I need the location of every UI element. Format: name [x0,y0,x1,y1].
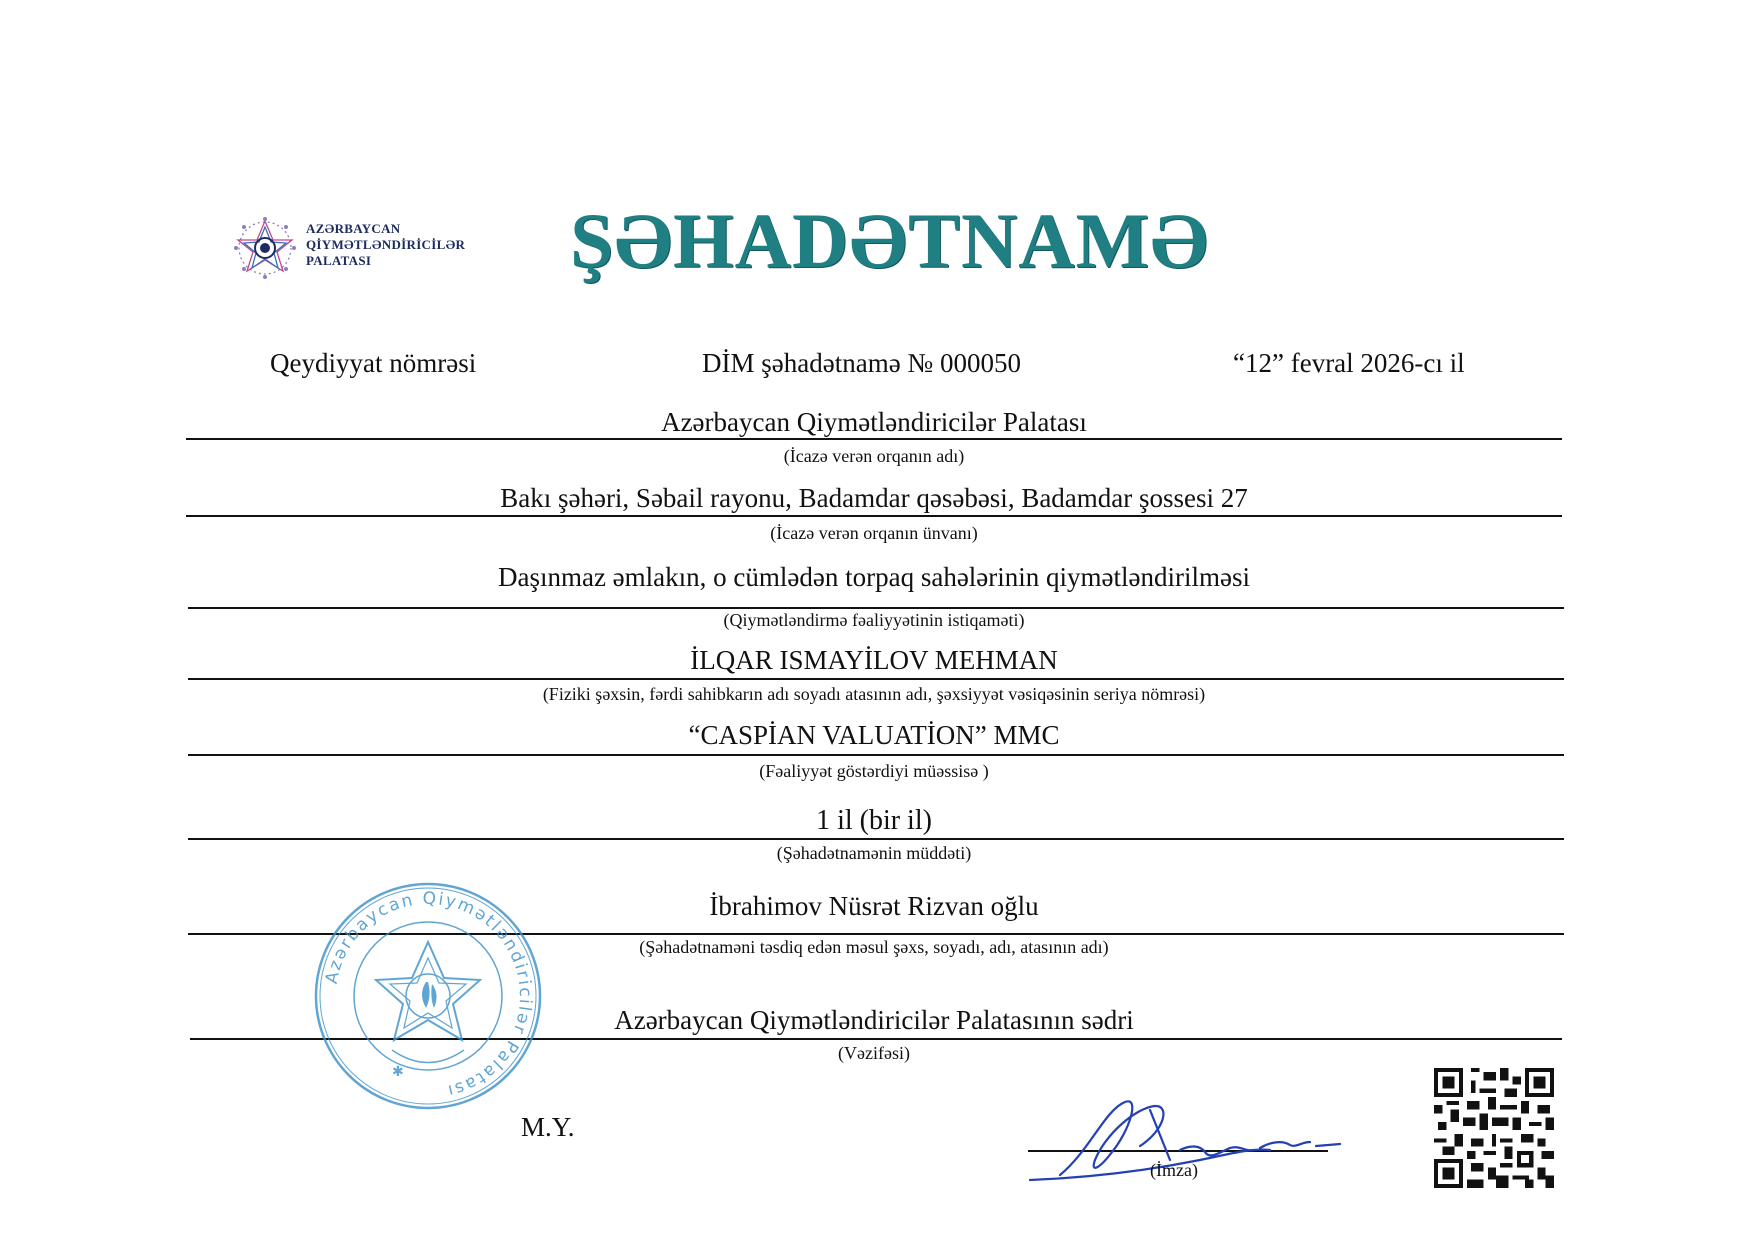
official-stamp [308,880,548,1112]
field-rule [188,607,1564,609]
field-rule [186,438,1562,440]
activity-direction-caption: (Qiymətləndirmə fəaliyyətinin istiqaməti) [723,610,1025,630]
logo-emblem-icon [230,213,300,283]
validity-period: 1 il (bir il) [816,805,932,836]
field-rule [188,678,1564,680]
signature-caption: (İmza) [1150,1160,1198,1180]
organization-name-caption: (Fəaliyyət göstərdiyi müəssisə ) [759,761,989,781]
certificate-number: DİM şəhadətnamə № 000050 [702,348,1021,378]
svg-text:✱: ✱ [392,1064,404,1080]
handwritten-signature [1020,1090,1420,1190]
seal-place-label: M.Y. [521,1112,575,1142]
issuing-body-address-caption: (İcazə verən orqanın ünvanı) [770,523,978,543]
logo-line-2: QİYMƏTLƏNDİRİCİLƏR [306,237,466,252]
qr-code [1434,1066,1554,1190]
stamp-ring-text: Azərbaycan Qiymətləndiricilər Palatası [321,888,536,1102]
field-rule [188,754,1564,756]
issuing-body-name: Azərbaycan Qiymətləndiricilər Palatası [661,407,1087,437]
activity-direction: Daşınmaz əmlakın, o cümlədən torpaq sahələrinin qiymətləndirilməsi [497,562,1251,592]
registration-label: Qeydiyyat nömrəsi [270,348,477,378]
logo-line-1: AZƏRBAYCAN [306,221,401,236]
validity-period-caption: (Şəhadətnamənin müddəti) [776,843,972,863]
approving-official-name-caption: (Şəhadətnaməni təsdiq edən məsul şəxs, soyadı, adı, atasının adı) [639,937,1109,957]
holder-name-caption: (Fiziki şəxsin, fərdi sahibkarın adı soyadı atasının adı, şəxsiyyət vəsiqəsinin seriya nömrəsi) [542,684,1206,704]
official-position-caption: (Vəzifəsi) [838,1043,910,1063]
field-rule [188,838,1564,840]
field-rule [186,515,1562,517]
issuing-body-address: Bakı şəhəri, Səbail rayonu, Badamdar qəsəbəsi, Badamdar şossesi 27 [500,483,1248,513]
holder-name: İLQAR ISMAYİLOV MEHMAN [690,645,1058,675]
issue-date: “12” fevral 2026-cı il [1233,348,1465,378]
official-position: Azərbaycan Qiymətləndiricilər Palatasının sədri [614,1005,1134,1035]
document-title: ŞƏHADƏTNAMƏ [570,197,1209,284]
logo-line-3: PALATASI [306,253,372,268]
issuer-logo [230,213,490,285]
issuing-body-name-caption: (İcazə verən orqanın adı) [783,446,965,466]
organization-name: “CASPİAN VALUATİON” MMC [688,720,1060,750]
approving-official-name: İbrahimov Nüsrət Rizvan oğlu [709,891,1039,921]
